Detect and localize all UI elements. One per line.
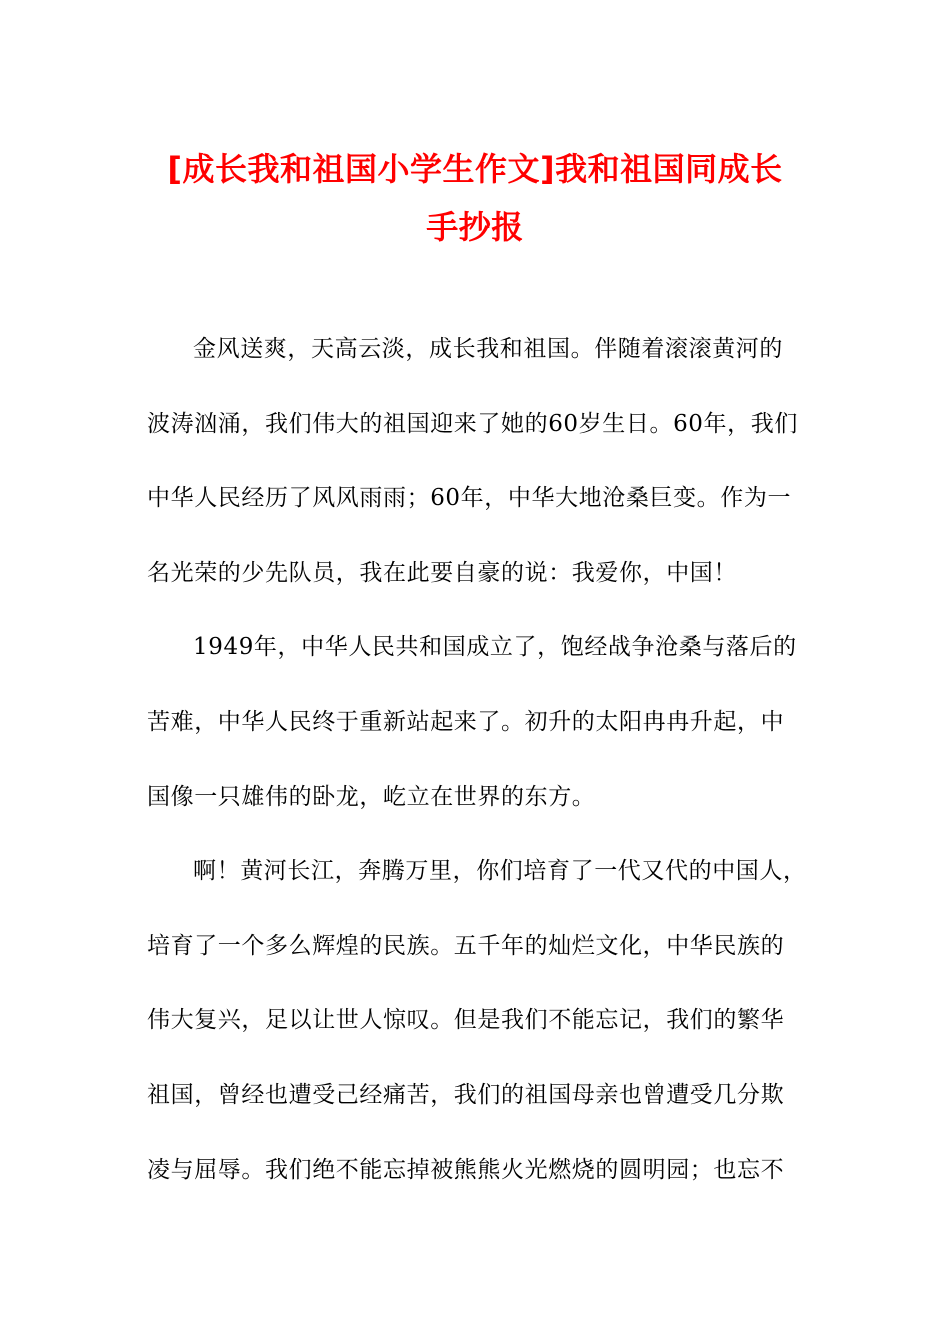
paragraph-1-line-1: 金风送爽，天高云淡，成长我和祖国。伴随着滚滚黄河的	[193, 336, 783, 362]
paragraph-3-line-4: 祖国，曾经也遭受己经痛苦，我们的祖国母亲也曾遭受几分欺	[147, 1081, 785, 1108]
paragraph-1-line-2: 波涛汹涌，我们伟大的祖国迎来了她的60岁生日。60年，我们	[147, 410, 798, 437]
paragraph-3-line-1: 啊！黄河长江，奔腾万里，你们培育了一代又代的中国人，	[193, 858, 807, 885]
paragraph-3-line-5: 凌与屈辱。我们绝不能忘掉被熊熊火光燃烧的圆明园；也忘不	[147, 1156, 785, 1183]
paragraph-1-line-4: 名光荣的少先队员，我在此要自豪的说：我爱你，中国！	[147, 559, 737, 586]
paragraph-1-line-3: 中华人民经历了风风雨雨；60年，中华大地沧桑巨变。作为一	[147, 485, 792, 512]
paragraph-2-line-3: 国像一只雄伟的卧龙，屹立在世界的东方。	[147, 783, 596, 810]
paragraph-3-line-3: 伟大复兴，足以让世人惊叹。但是我们不能忘记，我们的繁华	[147, 1007, 785, 1034]
essay-body	[147, 322, 805, 1217]
title-line-2: 手抄报	[426, 208, 524, 246]
document-title	[140, 140, 810, 256]
paragraph-2-line-1: 1949年，中华人民共和国成立了，饱经战争沧桑与落后的	[193, 634, 797, 661]
title-line-1: [成长我和祖国小学生作文]我和祖国同成长	[167, 150, 783, 188]
paragraph-2-line-2: 苦难，中华人民终于重新站起来了。初升的太阳冉冉升起，中	[147, 708, 785, 735]
paragraph-3-line-2: 培育了一个多么辉煌的民族。五千年的灿烂文化，中华民族的	[147, 932, 785, 959]
